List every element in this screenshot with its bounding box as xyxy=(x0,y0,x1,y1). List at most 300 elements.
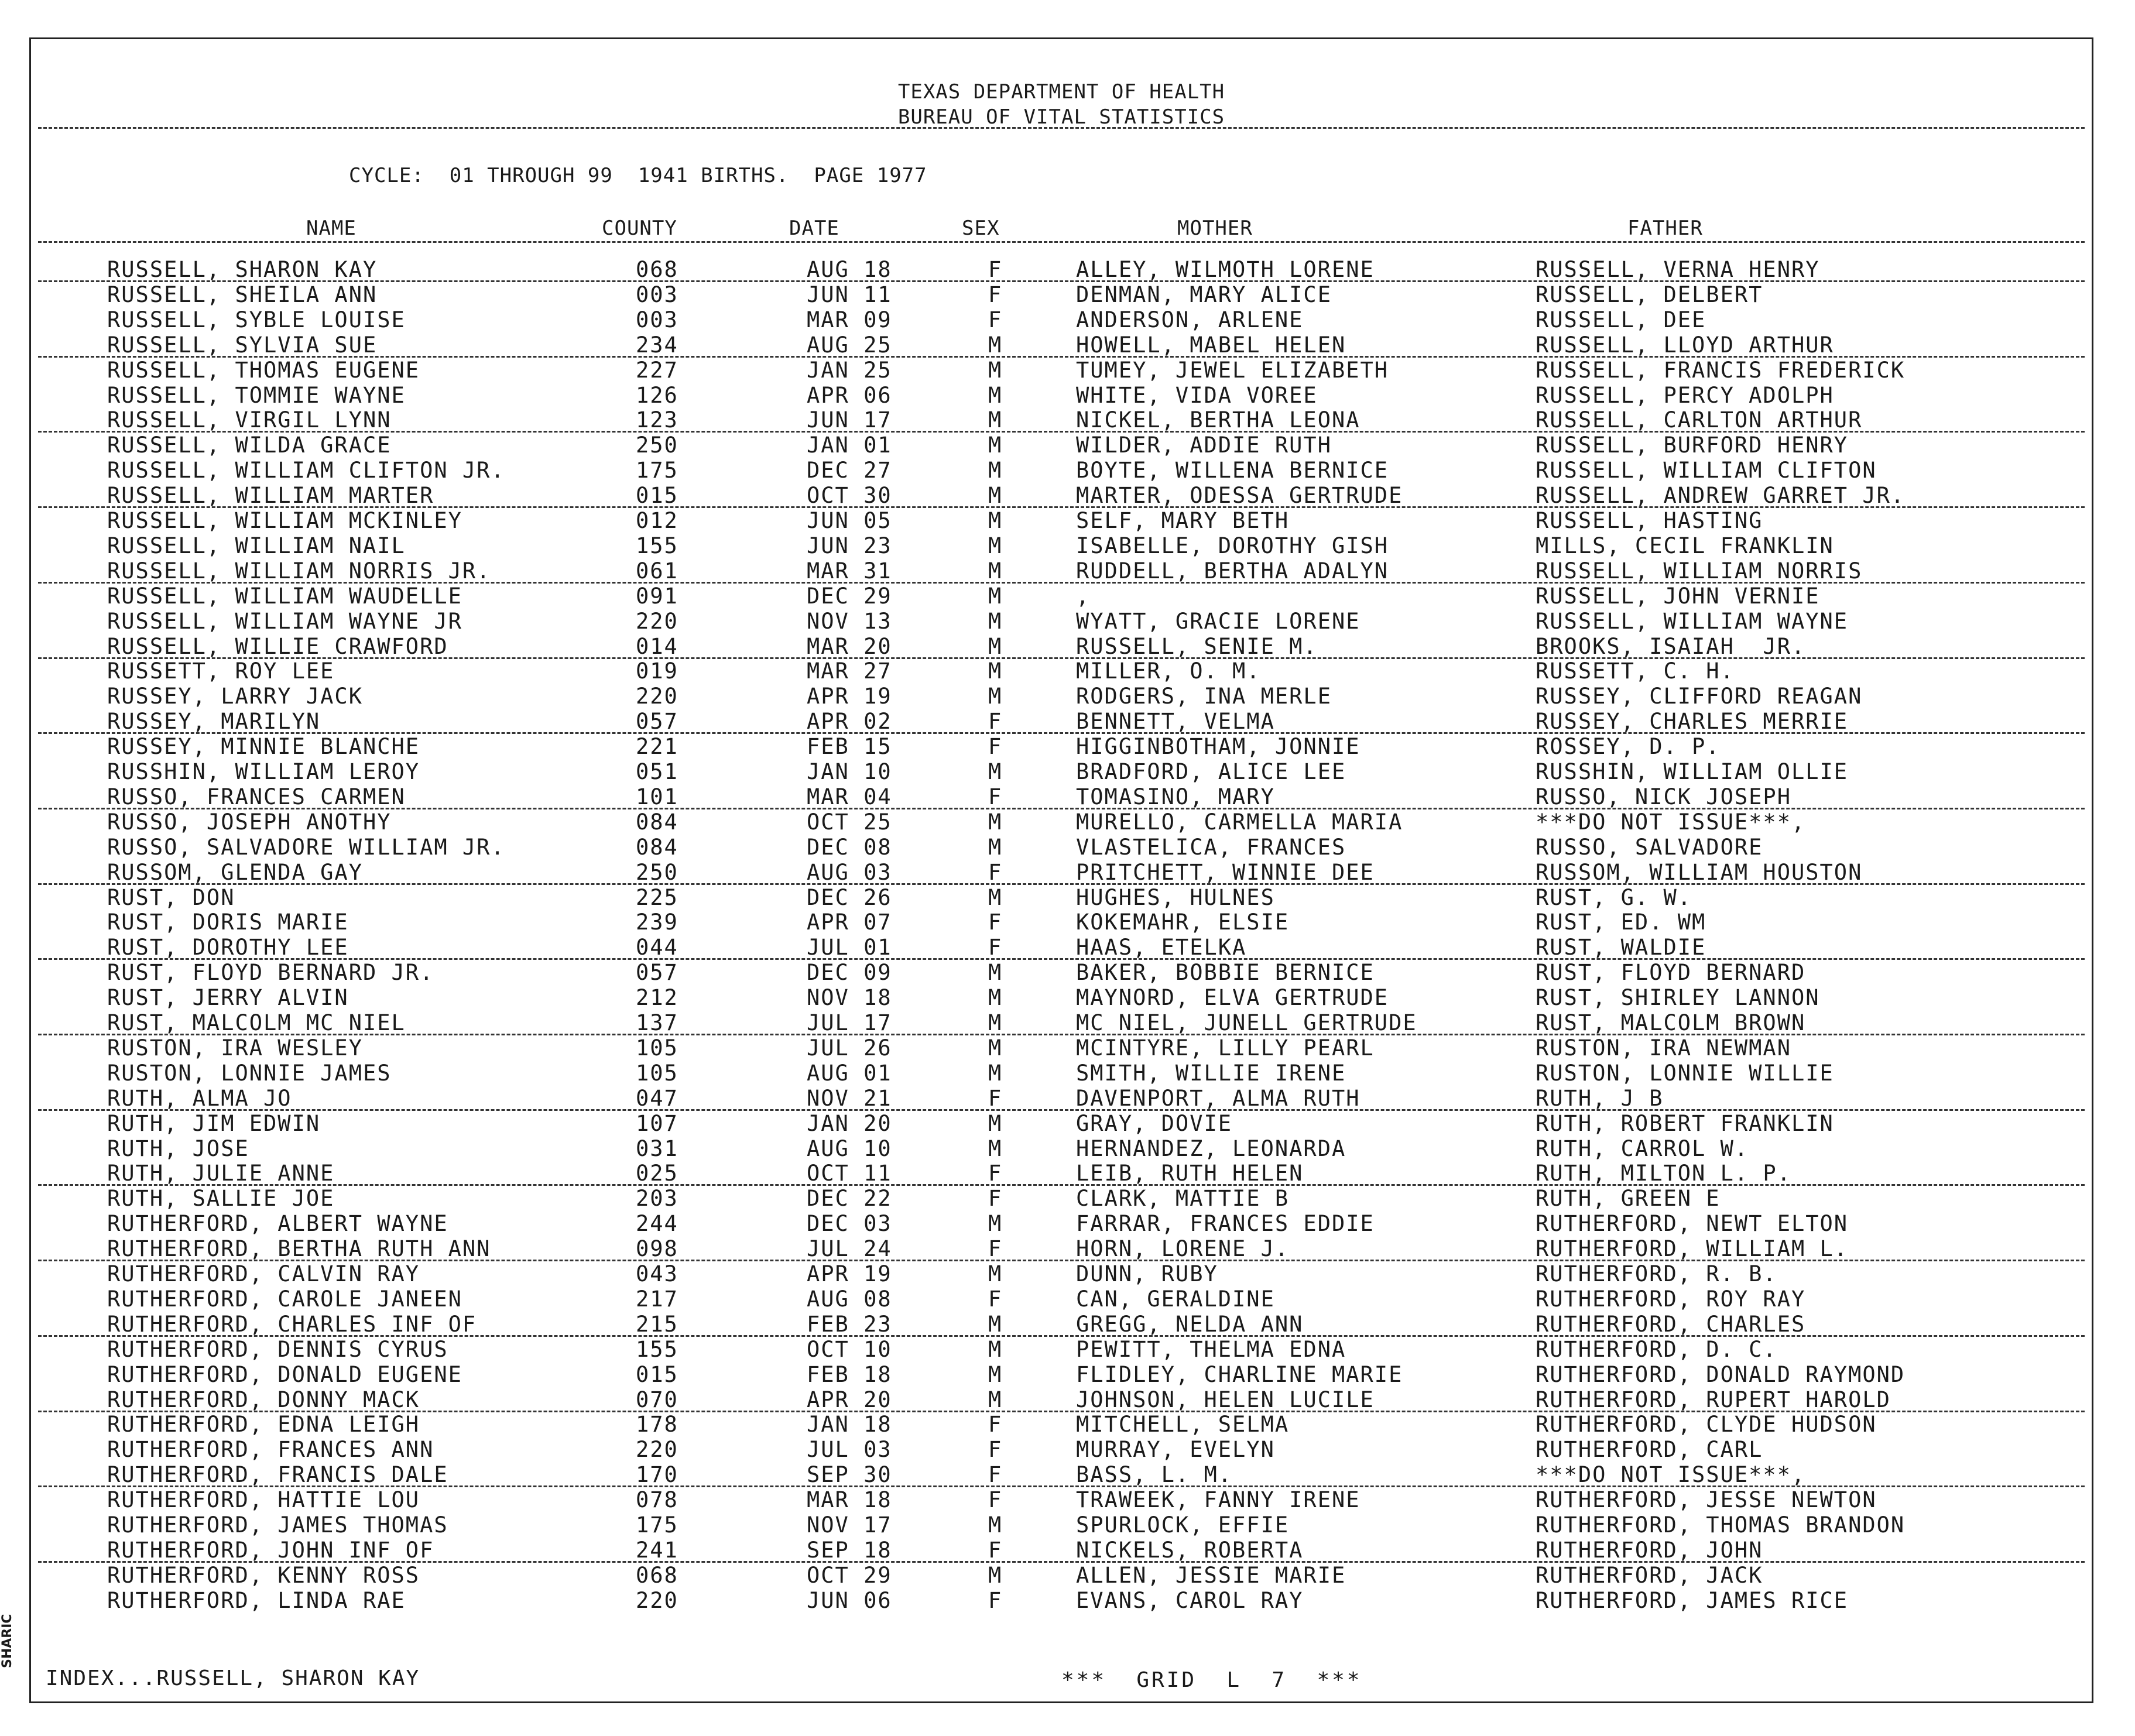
row-group-rule xyxy=(38,732,2085,734)
record-county: 091 xyxy=(636,583,678,609)
record-date: JUN 17 xyxy=(807,407,892,433)
record-name: RUST, DORIS MARIE xyxy=(107,910,349,935)
record-sex: M xyxy=(988,960,1003,986)
record-mother: MURELLO, CARMELLA MARIA xyxy=(1076,809,1403,835)
record-name: RUST, DOROTHY LEE xyxy=(107,935,349,960)
record-mother: CAN, GERALDINE xyxy=(1076,1286,1275,1312)
record-county: 203 xyxy=(636,1186,678,1212)
record-county: 061 xyxy=(636,558,678,584)
record-county: 084 xyxy=(636,809,678,835)
record-date: AUG 01 xyxy=(807,1060,892,1086)
record-date: JUL 24 xyxy=(807,1236,892,1262)
record-county: 225 xyxy=(636,884,678,910)
record-sex: F xyxy=(988,1487,1003,1513)
record-date: FEB 23 xyxy=(807,1311,892,1337)
record-name: RUTHERFORD, EDNA LEIGH xyxy=(107,1412,420,1437)
record-row xyxy=(31,508,2092,533)
record-name: RUTHERFORD, BERTHA RUTH ANN xyxy=(107,1236,491,1262)
record-county: 215 xyxy=(636,1311,678,1337)
record-date: SEP 30 xyxy=(807,1462,892,1488)
record-date: FEB 18 xyxy=(807,1361,892,1387)
record-sex: M xyxy=(988,1010,1003,1035)
record-row xyxy=(31,458,2092,482)
record-row xyxy=(31,1261,2092,1286)
record-date: MAR 31 xyxy=(807,558,892,584)
record-name: RUSSELL, TOMMIE WAYNE xyxy=(107,382,406,408)
record-row xyxy=(31,1161,2092,1185)
record-mother: MCINTYRE, LILLY PEARL xyxy=(1076,1035,1375,1061)
record-name: RUST, DON xyxy=(107,884,235,910)
record-sex: F xyxy=(988,1236,1003,1262)
record-county: 047 xyxy=(636,1085,678,1111)
record-sex: M xyxy=(988,1311,1003,1337)
record-date: JAN 20 xyxy=(807,1110,892,1136)
record-sex: F xyxy=(988,1186,1003,1212)
record-date: JAN 10 xyxy=(807,759,892,784)
record-name: RUSSELL, WILLIAM MARTER xyxy=(107,483,434,509)
record-county: 123 xyxy=(636,407,678,433)
record-row xyxy=(31,634,2092,658)
row-group-rule xyxy=(38,808,2085,809)
record-mother: PEWITT, THELMA EDNA xyxy=(1076,1336,1346,1362)
record-father: RUTHERFORD, THOMAS BRANDON xyxy=(1536,1512,1906,1538)
row-group-rule xyxy=(38,582,2085,584)
record-mother: SELF, MARY BETH xyxy=(1076,508,1290,533)
record-name: RUSSELL, WILLIAM WAUDELLE xyxy=(107,583,462,609)
record-date: APR 20 xyxy=(807,1387,892,1412)
record-date: AUG 03 xyxy=(807,859,892,885)
record-name: RUSSEY, LARRY JACK xyxy=(107,684,363,709)
row-group-rule xyxy=(38,1335,2085,1337)
record-row xyxy=(31,1437,2092,1461)
record-name: RUSSEY, MARILYN xyxy=(107,709,321,735)
record-mother: BRADFORD, ALICE LEE xyxy=(1076,759,1346,784)
record-mother: BASS, L. M. xyxy=(1076,1462,1233,1488)
record-name: RUTHERFORD, DONALD EUGENE xyxy=(107,1361,462,1387)
record-mother: RUDDELL, BERTHA ADALYN xyxy=(1076,558,1389,584)
record-row xyxy=(31,307,2092,332)
cycle-line: CYCLE: 01 THROUGH 99 1941 BIRTHS. PAGE 1977 xyxy=(349,164,927,187)
record-father: RUTHERFORD, JESSE NEWTON xyxy=(1536,1487,1877,1513)
record-date: JUL 01 xyxy=(807,935,892,960)
record-father: RUSSELL, LLOYD ARTHUR xyxy=(1536,332,1834,358)
record-mother: EVANS, CAROL RAY xyxy=(1076,1587,1304,1613)
record-row xyxy=(31,1462,2092,1487)
record-father: RUSSELL, PERCY ADOLPH xyxy=(1536,382,1834,408)
record-sex: F xyxy=(988,935,1003,960)
record-father: RUTHERFORD, WILLIAM L. xyxy=(1536,1236,1849,1262)
record-row xyxy=(31,282,2092,307)
record-date: APR 06 xyxy=(807,382,892,408)
record-name: RUSTON, IRA WESLEY xyxy=(107,1035,363,1061)
record-county: 025 xyxy=(636,1161,678,1186)
record-sex: M xyxy=(988,433,1003,458)
record-date: DEC 03 xyxy=(807,1211,892,1237)
record-sex: M xyxy=(988,1060,1003,1086)
record-county: 003 xyxy=(636,307,678,332)
record-name: RUSSO, JOSEPH ANOTHY xyxy=(107,809,392,835)
record-sex: F xyxy=(988,1537,1003,1563)
column-header-father: FATHER xyxy=(1627,217,1703,240)
record-father: RUSSELL, CARLTON ARTHUR xyxy=(1536,407,1863,433)
record-mother: MC NIEL, JUNELL GERTRUDE xyxy=(1076,1010,1417,1035)
record-father: RUSSELL, BURFORD HENRY xyxy=(1536,433,1849,458)
record-sex: F xyxy=(988,257,1003,282)
record-father: RUSSETT, C. H. xyxy=(1536,658,1735,684)
record-sex: M xyxy=(988,558,1003,584)
record-county: 068 xyxy=(636,1562,678,1588)
record-name: RUTHERFORD, DENNIS CYRUS xyxy=(107,1336,448,1362)
record-row xyxy=(31,1512,2092,1537)
record-sex: M xyxy=(988,633,1003,659)
record-row xyxy=(31,1387,2092,1412)
record-sex: F xyxy=(988,1437,1003,1463)
record-father: RUTH, ROBERT FRANKLIN xyxy=(1536,1110,1834,1136)
record-sex: M xyxy=(988,658,1003,684)
record-row xyxy=(31,1236,2092,1261)
record-mother: HERNANDEZ, LEONARDA xyxy=(1076,1135,1346,1161)
record-date: NOV 18 xyxy=(807,985,892,1011)
record-county: 220 xyxy=(636,684,678,709)
department-title: TEXAS DEPARTMENT OF HEALTH xyxy=(897,80,1225,104)
column-header-county: COUNTY xyxy=(602,217,677,240)
record-sex: M xyxy=(988,1110,1003,1136)
record-mother: GREGG, NELDA ANN xyxy=(1076,1311,1304,1337)
record-row xyxy=(31,759,2092,784)
record-county: 137 xyxy=(636,1010,678,1035)
record-row xyxy=(31,407,2092,432)
record-sex: M xyxy=(988,759,1003,784)
row-group-rule xyxy=(38,431,2085,433)
record-county: 170 xyxy=(636,1462,678,1488)
record-row xyxy=(31,1588,2092,1613)
record-mother: HUGHES, HULNES xyxy=(1076,884,1275,910)
record-father: RUSSELL, JOHN VERNIE xyxy=(1536,583,1820,609)
record-county: 003 xyxy=(636,282,678,307)
record-row xyxy=(31,809,2092,834)
record-mother: WILDER, ADDIE RUTH xyxy=(1076,433,1332,458)
record-sex: M xyxy=(988,533,1003,558)
record-county: 043 xyxy=(636,1261,678,1286)
record-father: RUST, G. W. xyxy=(1536,884,1692,910)
record-mother: MURRAY, EVELYN xyxy=(1076,1437,1275,1463)
record-name: RUSSELL, WILLIAM NAIL xyxy=(107,533,406,558)
record-county: 070 xyxy=(636,1387,678,1412)
record-sex: F xyxy=(988,1412,1003,1437)
row-group-rule xyxy=(38,657,2085,659)
record-father: RUST, ED. WM xyxy=(1536,910,1706,935)
record-date: OCT 29 xyxy=(807,1562,892,1588)
record-county: 101 xyxy=(636,784,678,809)
record-sex: M xyxy=(988,1361,1003,1387)
record-row xyxy=(31,383,2092,407)
record-sex: F xyxy=(988,282,1003,307)
record-county: 105 xyxy=(636,1035,678,1061)
record-name: RUTH, JOSE xyxy=(107,1135,249,1161)
record-row xyxy=(31,1362,2092,1387)
record-mother: BENNETT, VELMA xyxy=(1076,709,1275,735)
record-name: RUSSELL, SHARON KAY xyxy=(107,257,378,282)
record-father: RUSSELL, FRANCIS FREDERICK xyxy=(1536,357,1906,383)
record-name: RUSSO, SALVADORE WILLIAM JR. xyxy=(107,834,505,860)
record-mother: BOYTE, WILLENA BERNICE xyxy=(1076,458,1389,483)
record-date: APR 07 xyxy=(807,910,892,935)
record-sex: M xyxy=(988,809,1003,835)
record-sex: F xyxy=(988,1587,1003,1613)
record-mother: JOHNSON, HELEN LUCILE xyxy=(1076,1387,1375,1412)
record-name: RUTHERFORD, JOHN INF OF xyxy=(107,1537,434,1563)
record-row xyxy=(31,885,2092,910)
record-row xyxy=(31,1312,2092,1336)
record-name: RUSSELL, THOMAS EUGENE xyxy=(107,357,420,383)
record-father: RUTH, GREEN E xyxy=(1536,1186,1721,1212)
record-row xyxy=(31,1563,2092,1587)
record-row xyxy=(31,609,2092,633)
row-group-rule xyxy=(38,356,2085,358)
record-mother: VLASTELICA, FRANCES xyxy=(1076,834,1346,860)
record-county: 098 xyxy=(636,1236,678,1262)
record-sex: M xyxy=(988,357,1003,383)
record-father: RUTHERFORD, NEWT ELTON xyxy=(1536,1211,1849,1237)
record-name: RUTHERFORD, CALVIN RAY xyxy=(107,1261,420,1286)
record-mother: HIGGINBOTHAM, JONNIE xyxy=(1076,734,1360,760)
record-name: RUTHERFORD, FRANCES ANN xyxy=(107,1437,434,1463)
record-sex: M xyxy=(988,483,1003,509)
record-date: MAR 27 xyxy=(807,658,892,684)
row-group-rule xyxy=(38,1034,2085,1035)
record-sex: M xyxy=(988,508,1003,533)
record-county: 044 xyxy=(636,935,678,960)
record-row xyxy=(31,533,2092,558)
record-county: 105 xyxy=(636,1060,678,1086)
record-sex: M xyxy=(988,834,1003,860)
record-father: RUSSEY, CHARLES MERRIE xyxy=(1536,709,1849,735)
record-row xyxy=(31,1487,2092,1512)
record-county: 057 xyxy=(636,709,678,735)
record-county: 234 xyxy=(636,332,678,358)
record-row xyxy=(31,658,2092,683)
record-county: 244 xyxy=(636,1211,678,1237)
record-sex: M xyxy=(988,458,1003,483)
record-date: NOV 21 xyxy=(807,1085,892,1111)
record-mother: ISABELLE, DOROTHY GISH xyxy=(1076,533,1389,558)
record-sex: F xyxy=(988,709,1003,735)
record-name: RUTHERFORD, ALBERT WAYNE xyxy=(107,1211,448,1237)
record-row xyxy=(31,960,2092,984)
record-date: JUN 23 xyxy=(807,533,892,558)
record-mother: NICKEL, BERTHA LEONA xyxy=(1076,407,1360,433)
record-father: RUTHERFORD, RUPERT HAROLD xyxy=(1536,1387,1891,1412)
record-name: RUSSELL, SHEILA ANN xyxy=(107,282,378,307)
record-county: 015 xyxy=(636,1361,678,1387)
record-county: 012 xyxy=(636,508,678,533)
record-county: 014 xyxy=(636,633,678,659)
record-county: 057 xyxy=(636,960,678,986)
record-county: 220 xyxy=(636,1437,678,1463)
record-county: 250 xyxy=(636,859,678,885)
record-father: RUSSEY, CLIFFORD REAGAN xyxy=(1536,684,1863,709)
record-father: RUTHERFORD, JAMES RICE xyxy=(1536,1587,1849,1613)
record-name: RUSSELL, WILLIAM CLIFTON JR. xyxy=(107,458,505,483)
record-mother: CLARK, MATTIE B xyxy=(1076,1186,1290,1212)
record-row xyxy=(31,1086,2092,1110)
record-name: RUSSELL, SYBLE LOUISE xyxy=(107,307,406,332)
column-header-date: DATE xyxy=(789,217,839,240)
record-date: MAR 18 xyxy=(807,1487,892,1513)
record-row xyxy=(31,709,2092,733)
record-sex: F xyxy=(988,859,1003,885)
record-date: AUG 10 xyxy=(807,1135,892,1161)
record-row xyxy=(31,985,2092,1010)
record-mother: TUMEY, JEWEL ELIZABETH xyxy=(1076,357,1389,383)
record-date: MAR 20 xyxy=(807,633,892,659)
record-date: JAN 01 xyxy=(807,433,892,458)
record-sex: F xyxy=(988,1286,1003,1312)
record-date: FEB 15 xyxy=(807,734,892,760)
record-father: RUTHERFORD, ROY RAY xyxy=(1536,1286,1806,1312)
record-row xyxy=(31,1538,2092,1562)
record-mother: ALLEN, JESSIE MARIE xyxy=(1076,1562,1346,1588)
record-date: MAR 04 xyxy=(807,784,892,809)
record-sex: M xyxy=(988,1211,1003,1237)
record-name: RUSSETT, ROY LEE xyxy=(107,658,335,684)
record-county: 239 xyxy=(636,910,678,935)
record-sex: M xyxy=(988,884,1003,910)
record-name: RUTHERFORD, HATTIE LOU xyxy=(107,1487,420,1513)
record-row xyxy=(31,584,2092,608)
record-county: 227 xyxy=(636,357,678,383)
record-county: 084 xyxy=(636,834,678,860)
record-row xyxy=(31,860,2092,884)
record-mother: , xyxy=(1076,583,1091,609)
record-father: RUSSELL, HASTING xyxy=(1536,508,1763,533)
record-mother: RUSSELL, SENIE M. xyxy=(1076,633,1318,659)
record-name: RUTHERFORD, JAMES THOMAS xyxy=(107,1512,448,1538)
record-date: APR 02 xyxy=(807,709,892,735)
record-father: BROOKS, ISAIAH JR. xyxy=(1536,633,1806,659)
record-father: RUTH, J B xyxy=(1536,1085,1664,1111)
record-mother: MILLER, O. M. xyxy=(1076,658,1261,684)
record-father: MILLS, CECIL FRANKLIN xyxy=(1536,533,1834,558)
record-county: 068 xyxy=(636,257,678,282)
record-county: 019 xyxy=(636,658,678,684)
record-date: MAR 09 xyxy=(807,307,892,332)
record-name: RUSSELL, WILLIE CRAWFORD xyxy=(107,633,448,659)
record-mother: MAYNORD, ELVA GERTRUDE xyxy=(1076,985,1389,1011)
record-father: RUSTON, LONNIE WILLIE xyxy=(1536,1060,1834,1086)
record-mother: MARTER, ODESSA GERTRUDE xyxy=(1076,483,1403,509)
record-mother: HAAS, ETELKA xyxy=(1076,935,1247,960)
record-row xyxy=(31,558,2092,583)
record-row xyxy=(31,835,2092,859)
record-name: RUSSELL, SYLVIA SUE xyxy=(107,332,378,358)
record-date: JUN 06 xyxy=(807,1587,892,1613)
record-name: RUST, JERRY ALVIN xyxy=(107,985,349,1011)
record-name: RUSSEY, MINNIE BLANCHE xyxy=(107,734,420,760)
record-county: 175 xyxy=(636,458,678,483)
record-father: RUTHERFORD, JOHN xyxy=(1536,1537,1763,1563)
record-mother: SMITH, WILLIE IRENE xyxy=(1076,1060,1346,1086)
record-father: RUSSO, SALVADORE xyxy=(1536,834,1763,860)
record-sex: M xyxy=(988,1336,1003,1362)
record-father: RUTHERFORD, DONALD RAYMOND xyxy=(1536,1361,1906,1387)
row-group-rule xyxy=(38,1485,2085,1487)
record-name: RUST, MALCOLM MC NIEL xyxy=(107,1010,406,1035)
record-date: OCT 10 xyxy=(807,1336,892,1362)
row-group-rule xyxy=(38,1260,2085,1261)
record-sex: F xyxy=(988,1462,1003,1488)
record-county: 221 xyxy=(636,734,678,760)
record-date: JUL 03 xyxy=(807,1437,892,1463)
record-county: 217 xyxy=(636,1286,678,1312)
record-row xyxy=(31,358,2092,382)
record-sex: F xyxy=(988,910,1003,935)
record-row xyxy=(31,1286,2092,1311)
record-date: JAN 18 xyxy=(807,1412,892,1437)
record-county: 155 xyxy=(636,1336,678,1362)
record-row xyxy=(31,1136,2092,1161)
record-name: RUTHERFORD, LINDA RAE xyxy=(107,1587,406,1613)
record-sex: F xyxy=(988,784,1003,809)
record-county: 155 xyxy=(636,533,678,558)
row-group-rule xyxy=(38,958,2085,960)
record-father: ROSSEY, D. P. xyxy=(1536,734,1721,760)
column-header-mother: MOTHER xyxy=(1177,217,1253,240)
record-mother: NICKELS, ROBERTA xyxy=(1076,1537,1304,1563)
record-father: RUSSELL, VERNA HENRY xyxy=(1536,257,1820,282)
record-sex: M xyxy=(988,1035,1003,1061)
record-row xyxy=(31,935,2092,959)
record-father: RUST, WALDIE xyxy=(1536,935,1706,960)
record-mother: RODGERS, INA MERLE xyxy=(1076,684,1332,709)
record-father: ***DO NOT ISSUE***, xyxy=(1536,1462,1806,1488)
record-name: RUSSELL, WILLIAM NORRIS JR. xyxy=(107,558,491,584)
record-mother: HOWELL, MABEL HELEN xyxy=(1076,332,1346,358)
record-name: RUST, FLOYD BERNARD JR. xyxy=(107,960,434,986)
record-sex: M xyxy=(988,583,1003,609)
record-county: 178 xyxy=(636,1412,678,1437)
record-mother: BAKER, BOBBIE BERNICE xyxy=(1076,960,1375,986)
record-father: RUSSO, NICK JOSEPH xyxy=(1536,784,1791,809)
record-father: RUST, SHIRLEY LANNON xyxy=(1536,985,1820,1011)
record-sex: F xyxy=(988,1161,1003,1186)
index-footer: INDEX...RUSSELL, SHARON KAY xyxy=(46,1666,420,1690)
record-county: 107 xyxy=(636,1110,678,1136)
header-rule xyxy=(38,127,2085,129)
record-sex: M xyxy=(988,608,1003,634)
record-date: JUL 26 xyxy=(807,1035,892,1061)
record-date: APR 19 xyxy=(807,1261,892,1286)
record-mother: MITCHELL, SELMA xyxy=(1076,1412,1290,1437)
record-father: RUSSOM, WILLIAM HOUSTON xyxy=(1536,859,1863,885)
record-name: RUSSELL, WILLIAM WAYNE JR xyxy=(107,608,462,634)
record-date: DEC 08 xyxy=(807,834,892,860)
record-name: RUTH, ALMA JO xyxy=(107,1085,292,1111)
record-row xyxy=(31,1111,2092,1135)
record-name: RUTHERFORD, DONNY MACK xyxy=(107,1387,420,1412)
record-father: RUSSELL, WILLIAM NORRIS xyxy=(1536,558,1863,584)
record-row xyxy=(31,257,2092,282)
record-father: RUSSHIN, WILLIAM OLLIE xyxy=(1536,759,1849,784)
record-date: JAN 25 xyxy=(807,357,892,383)
record-date: AUG 08 xyxy=(807,1286,892,1312)
record-sex: M xyxy=(988,332,1003,358)
record-date: OCT 11 xyxy=(807,1161,892,1186)
record-county: 031 xyxy=(636,1135,678,1161)
record-row xyxy=(31,910,2092,934)
record-date: OCT 25 xyxy=(807,809,892,835)
record-date: DEC 27 xyxy=(807,458,892,483)
